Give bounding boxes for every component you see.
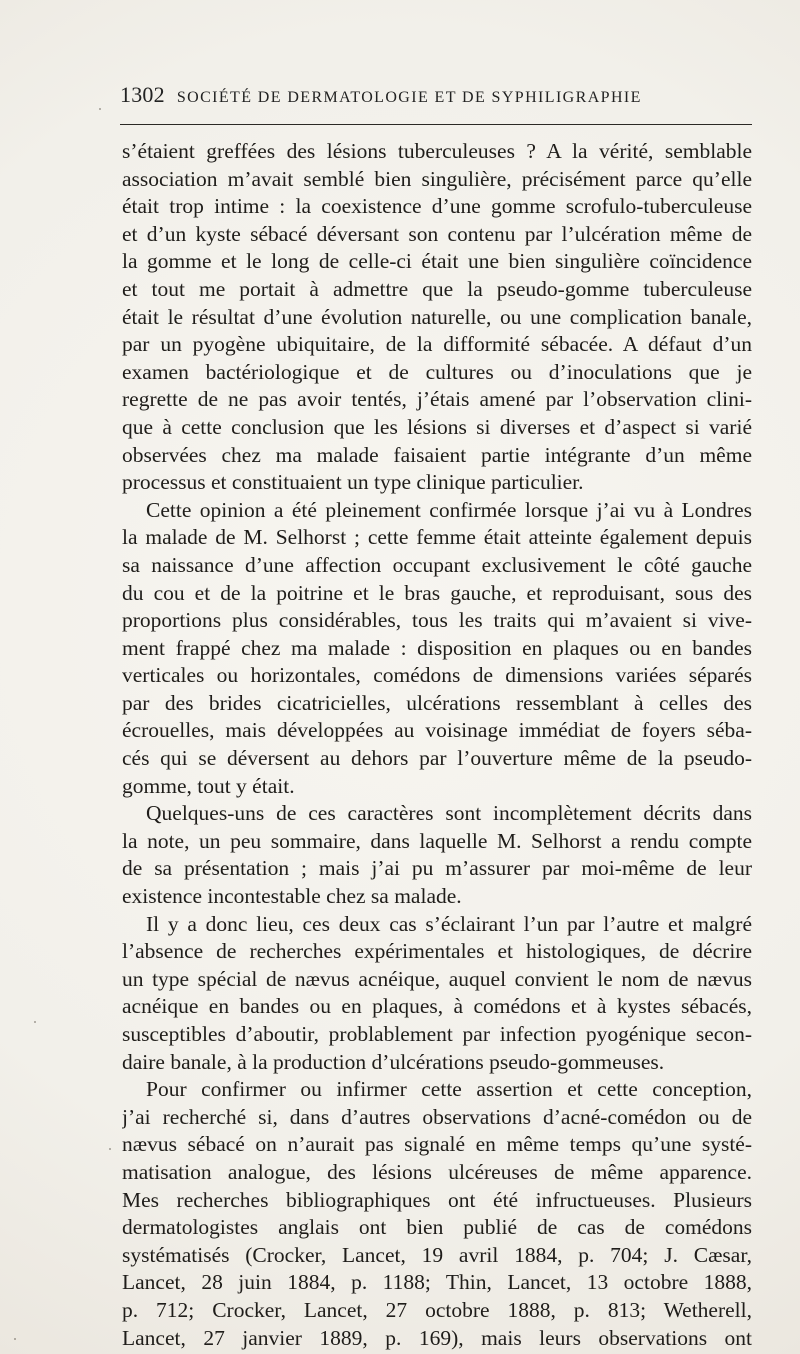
paper-speck	[34, 1021, 36, 1023]
text-line: que à cette conclusion que les lésions si diverses et d’aspect si varié	[122, 414, 752, 439]
paragraph-start-line: Quelques-uns de ces caractères sont incomplètement décrits dans	[146, 801, 752, 826]
paragraph-start-line: Cette opinion a été pleinement confirmée lorsque j’ai vu à Londres	[146, 497, 752, 522]
paragraph-start-line: Il y a donc lieu, ces deux cas s’éclairant l’un par l’autre et malgré	[146, 911, 752, 936]
running-head	[120, 82, 752, 112]
text-line: un type spécial de nævus acnéique, auquel convient le nom de nævus	[122, 966, 752, 991]
text-line: était trop intime : la coexistence d’une gomme scrofulo-tuberculeuse	[122, 194, 752, 219]
text-line: p. 712; Crocker, Lancet, 27 octobre 1888, p. 813; Wetherell,	[122, 1297, 752, 1322]
text-line: la gomme et le long de celle-ci était une bien singulière coïncidence	[122, 249, 752, 274]
text-line: sa naissance d’une affection occupant exclusivement le côté gauche	[122, 552, 752, 577]
text-line: s’étaient greffées des lésions tuberculeuses ? A la vérité, semblable	[122, 139, 752, 163]
text-line: par un pyogène ubiquitaire, de la difformité sébacée. A défaut d’un	[122, 332, 752, 357]
text-line: association m’avait semblé bien singulière, précisément parce qu’elle	[122, 166, 752, 191]
text-line: susceptibles d’aboutir, problablement par infection pyogénique secon-	[122, 1022, 752, 1046]
text-line: ment frappé chez ma malade : disposition en plaques ou en bandes	[122, 635, 752, 660]
text-line: examen bactériologique et de cultures ou d’inoculations que je	[122, 359, 752, 384]
text-line: nævus sébacé on n’aurait pas signalé en même temps qu’une systé-	[122, 1132, 752, 1157]
text-line: dermatologistes anglais ont bien publié de cas de comédons	[122, 1215, 752, 1240]
text-line: et d’un kyste sébacé déversant son contenu par l’ulcération même de	[122, 221, 752, 246]
text-line: l’absence de recherches expérimentales et histologiques, de décrire	[122, 939, 752, 964]
text-line: existence incontestable chez sa malade.	[122, 884, 462, 909]
text-line: regrette de ne pas avoir tentés, j’étais amené par l’observation clini-	[122, 387, 752, 412]
paper-speck	[99, 108, 101, 110]
text-line: du cou et de la poitrine et le bras gauche, et reproduisant, sous des	[122, 580, 752, 605]
text-line: et tout me portait à admettre que la pseudo-gomme tuberculeuse	[122, 276, 752, 301]
text-line: était le résultat d’une évolution naturelle, ou une complication banale,	[122, 304, 752, 329]
text-line: cés qui se déversent au dehors par l’ouverture même de la pseudo-	[122, 746, 752, 771]
running-title: SOCIÉTÉ DE DERMATOLOGIE ET DE SYPHILIGRAPHIE	[176, 89, 642, 106]
text-line: la note, un peu sommaire, dans laquelle M. Selhorst a rendu compte	[122, 828, 752, 853]
text-line: processus et constituaient un type clinique particulier.	[122, 470, 584, 495]
text-line: observées chez ma malade faisaient partie intégrante d’un même	[122, 442, 752, 467]
text-line: Lancet, 27 janvier 1889, p. 169), mais leurs observations ont	[122, 1325, 752, 1350]
text-line: daire banale, à la production d’ulcérations pseudo-gommeuses.	[122, 1049, 665, 1074]
text-line: proportions plus considérables, tous les traits qui m’avaient si vive-	[122, 608, 752, 633]
paper-speck	[109, 1148, 111, 1150]
text-line: verticales ou horizontales, comédons de dimensions variées séparés	[122, 663, 752, 688]
text-line: j’ai recherché si, dans d’autres observations d’acné-comédon ou de	[122, 1104, 752, 1129]
text-line: gomme, tout y était.	[122, 773, 295, 798]
text-line: de sa présentation ; mais j’ai pu m’assurer par moi-même de leur	[122, 856, 752, 881]
body-text	[122, 138, 752, 1350]
header-rule	[120, 124, 752, 125]
text-line: écrouelles, mais développées au voisinage immédiat de foyers séba-	[122, 718, 752, 743]
text-line: matisation analogue, des lésions ulcéreuses de même apparence.	[122, 1159, 752, 1184]
text-line: Mes recherches bibliographiques ont été infructueuses. Plusieurs	[122, 1187, 752, 1212]
paper-speck	[14, 1338, 16, 1340]
paragraph-start-line: Pour confirmer ou infirmer cette assertion et cette conception,	[146, 1077, 752, 1102]
text-line: acnéique en bandes ou en plaques, à comédons et à kystes sébacés,	[122, 994, 752, 1019]
text-line: Lancet, 28 juin 1884, p. 1188; Thin, Lancet, 13 octobre 1888,	[122, 1270, 752, 1295]
text-line: par des brides cicatricielles, ulcérations ressemblant à celles des	[122, 690, 752, 715]
text-line: la malade de M. Selhorst ; cette femme était atteinte également depuis	[122, 525, 752, 550]
page-number: 1302	[120, 82, 165, 107]
text-line: systématisés (Crocker, Lancet, 19 avril 1884, p. 704; J. Cæsar,	[122, 1242, 752, 1267]
